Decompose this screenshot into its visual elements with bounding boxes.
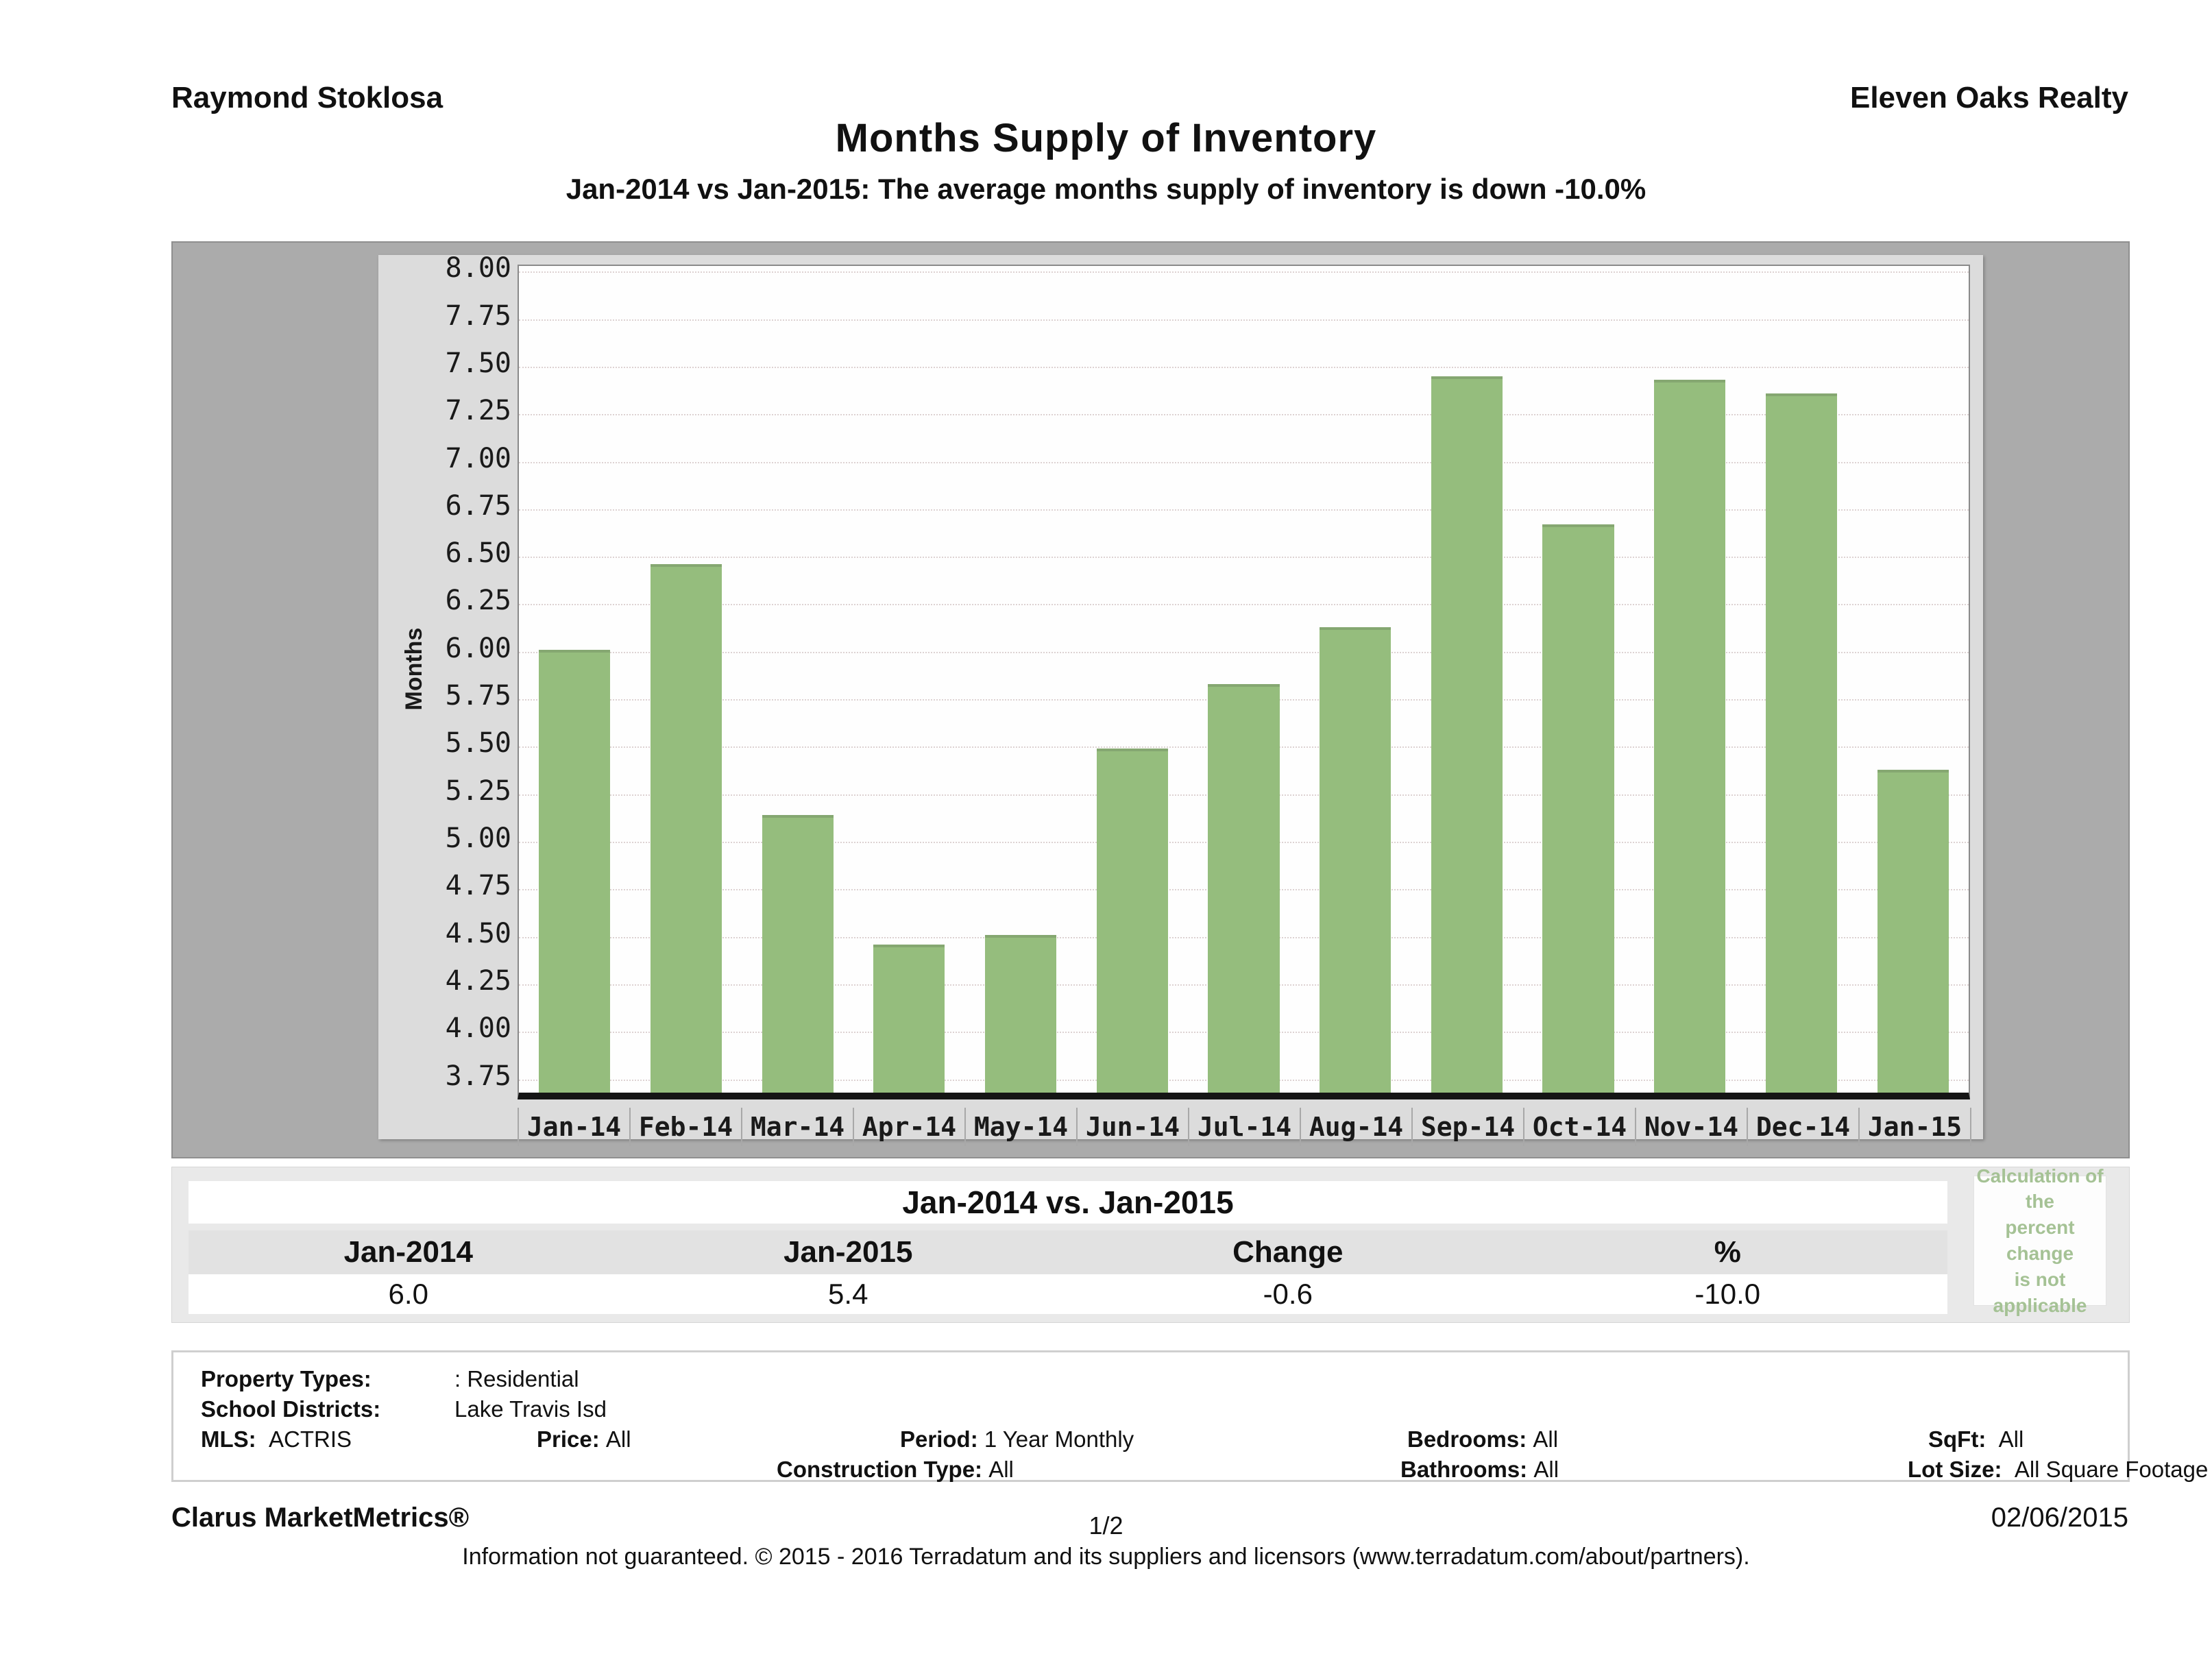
disclaimer-text: Information not guaranteed. © 2015 - 2016 Terradatum and its suppliers and licensors (www.terradatum.com/about/partners).: [462, 1544, 1750, 1570]
bar-slot-Jan-14: [519, 266, 631, 1093]
bar-slot-Mar-14: [742, 266, 853, 1093]
sqft-field: SqFt: All: [1928, 1426, 2024, 1452]
x-tick-label-Jul-14: Jul-14: [1188, 1108, 1300, 1146]
x-tick-label-Aug-14: Aug-14: [1300, 1108, 1411, 1146]
construction-type-field: Construction Type: All: [777, 1457, 1014, 1482]
value-jan-2015: 5.4: [828, 1278, 868, 1310]
lot-size-field: Lot Size: All Square Footage: [1908, 1457, 2209, 1482]
y-tick-label-7.00: 7.00: [445, 442, 511, 474]
comparison-table-value-row: [189, 1274, 1947, 1314]
bar-Aug-14: [1320, 627, 1391, 1093]
property-types-field: Property Types:: [201, 1366, 372, 1391]
report-date: 02/06/2015: [1991, 1503, 2128, 1533]
brand-name: Clarus MarketMetrics®: [171, 1503, 470, 1533]
bar-slot-Oct-14: [1522, 266, 1634, 1093]
chart-background: [378, 252, 1983, 1142]
x-tick-label-Jun-14: Jun-14: [1076, 1108, 1188, 1146]
bathrooms-field: Bathrooms: All: [1400, 1457, 1559, 1482]
filters-box: [171, 1350, 2209, 1482]
bars-layer: [519, 266, 1969, 1093]
y-tick-label-5.00: 5.00: [445, 823, 511, 855]
y-tick-label-5.50: 5.50: [445, 727, 511, 759]
y-tick-label-6.50: 6.50: [445, 537, 511, 570]
company-name: Eleven Oaks Realty: [1849, 81, 2128, 114]
property-types-value: : Residential: [454, 1366, 579, 1391]
bar-slot-Jul-14: [1188, 266, 1300, 1093]
page-subtitle: Jan-2014 vs Jan-2015: The average months supply of inventory is down -10.0%: [566, 173, 1646, 205]
page-number: 1/2: [1089, 1511, 1123, 1540]
bar-slot-Aug-14: [1300, 266, 1411, 1093]
x-tick-label-Nov-14: Nov-14: [1635, 1108, 1747, 1146]
y-axis-title: Months: [400, 627, 427, 711]
y-tick-label-7.50: 7.50: [445, 347, 511, 379]
comparison-table: [171, 1167, 2130, 1323]
bar-Nov-14: [1654, 380, 1725, 1093]
agent-name: Raymond Stoklosa: [171, 81, 443, 114]
bar-Jun-14: [1097, 749, 1168, 1093]
bar-Sep-14: [1431, 376, 1503, 1093]
price-field: Price: All: [537, 1426, 631, 1452]
bar-slot-Sep-14: [1411, 266, 1523, 1093]
col-header-jan-2015: Jan-2015: [783, 1235, 913, 1269]
bar-Dec-14: [1766, 393, 1837, 1093]
y-tick-label-3.75: 3.75: [445, 1060, 511, 1092]
bar-slot-Feb-14: [631, 266, 742, 1093]
y-tick-label-7.25: 7.25: [445, 395, 511, 427]
y-tick-label-5.25: 5.25: [445, 775, 511, 807]
x-axis-tick-labels: [518, 1108, 1971, 1146]
x-tick-label-Oct-14: Oct-14: [1523, 1108, 1635, 1146]
comparison-table-title: Jan-2014 vs. Jan-2015: [189, 1181, 1947, 1224]
x-tick-label-Mar-14: Mar-14: [741, 1108, 853, 1146]
col-header-change: Change: [1232, 1235, 1344, 1269]
col-header-percent: %: [1714, 1235, 1741, 1269]
bar-slot-Jan-15: [1857, 266, 1969, 1093]
bar-Oct-14: [1542, 524, 1614, 1093]
y-tick-label-6.75: 6.75: [445, 489, 511, 522]
bar-Apr-14: [873, 945, 945, 1093]
bar-May-14: [985, 935, 1056, 1093]
value-jan-2014: 6.0: [388, 1278, 428, 1310]
bar-Mar-14: [762, 815, 834, 1093]
value-percent: -10.0: [1694, 1278, 1761, 1310]
school-districts-field: School Districts:: [201, 1396, 381, 1422]
mls-field: MLS: ACTRIS: [201, 1426, 352, 1452]
percent-change-note-text: Calculation of the percent change is not applicable: [1976, 1165, 2104, 1316]
y-tick-label-8.00: 8.00: [445, 252, 511, 284]
y-tick-label-5.75: 5.75: [445, 680, 511, 712]
period-field: Period: 1 Year Monthly: [900, 1426, 1134, 1452]
y-tick-label-6.25: 6.25: [445, 585, 511, 617]
y-tick-label-4.25: 4.25: [445, 964, 511, 997]
y-tick-label-4.00: 4.00: [445, 1012, 511, 1045]
y-tick-label-7.75: 7.75: [445, 300, 511, 332]
plot-area: [518, 265, 1970, 1099]
page-title: Months Supply of Inventory: [835, 116, 1377, 160]
bar-Jan-15: [1877, 770, 1949, 1093]
bar-Jul-14: [1208, 684, 1279, 1093]
x-tick-label-Jan-14: Jan-14: [518, 1108, 629, 1146]
chart-panel: [171, 241, 2130, 1158]
x-tick-label-Apr-14: Apr-14: [853, 1108, 964, 1146]
value-change: -0.6: [1263, 1278, 1313, 1310]
x-tick-label-May-14: May-14: [964, 1108, 1076, 1146]
bar-slot-Apr-14: [853, 266, 965, 1093]
bar-slot-Jun-14: [1076, 266, 1188, 1093]
bedrooms-field: Bedrooms: All: [1407, 1426, 1559, 1452]
y-axis-tick-labels: [400, 252, 511, 1092]
y-tick-label-6.00: 6.00: [445, 632, 511, 664]
x-tick-label-Feb-14: Feb-14: [629, 1108, 741, 1146]
y-tick-label-4.50: 4.50: [445, 917, 511, 949]
bar-slot-May-14: [965, 266, 1077, 1093]
x-tick-label-Sep-14: Sep-14: [1411, 1108, 1523, 1146]
school-districts-value: Lake Travis Isd: [454, 1396, 607, 1422]
comparison-table-header-row: [189, 1230, 1947, 1274]
x-tick-label-Jan-15: Jan-15: [1858, 1108, 1970, 1146]
y-tick-label-4.75: 4.75: [445, 870, 511, 902]
bar-Jan-14: [539, 650, 610, 1093]
bar-Feb-14: [651, 564, 722, 1093]
bar-slot-Dec-14: [1746, 266, 1858, 1093]
x-tick-label-Dec-14: Dec-14: [1747, 1108, 1858, 1146]
percent-change-note: [1973, 1165, 2106, 1316]
col-header-jan-2014: Jan-2014: [343, 1235, 473, 1269]
bar-slot-Nov-14: [1634, 266, 1746, 1093]
